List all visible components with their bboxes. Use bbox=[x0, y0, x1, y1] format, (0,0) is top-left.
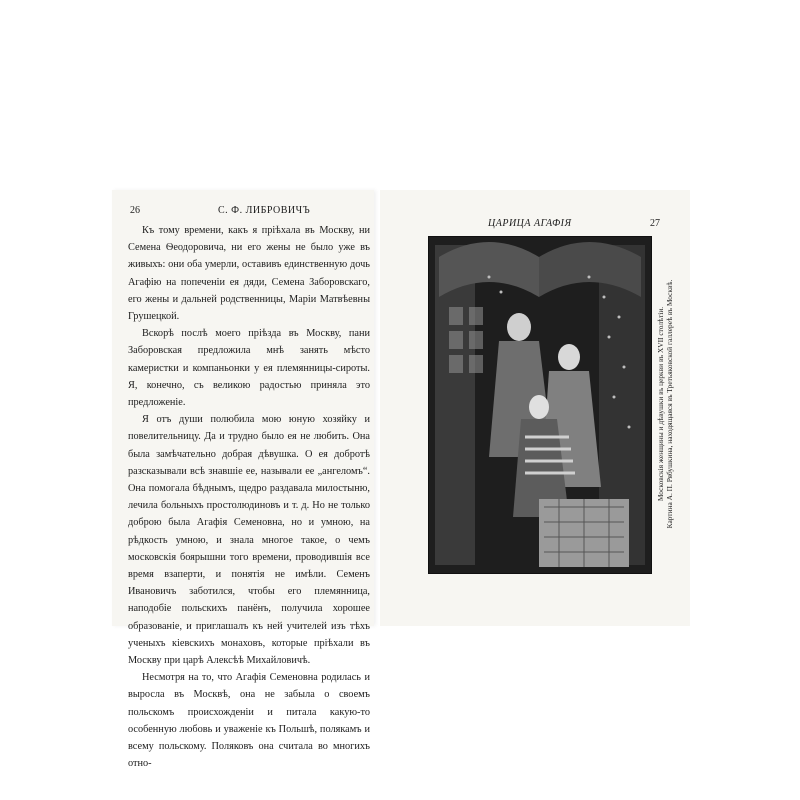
left-page-text bbox=[128, 222, 370, 773]
paragraph: Несмотря на то, что Агафія Семеновна родилась и выросла въ Москвѣ, она не забыла о своемъ польскомъ происхожденіи и питала какую-то особенную любовь и уваженіе къ Польшѣ, полякамъ и всему польскому. Поляковъ она считала во многихъ отно- bbox=[128, 672, 370, 770]
caption-title: Московскія женщины и дѣвушки въ церкви въ XVII столѣтіи. bbox=[656, 306, 665, 502]
illustration-plate bbox=[428, 236, 652, 574]
caption-credit: Картина А. П. Рябушкина, находящаяся въ Третьяковской галлереѣ въ Москвѣ. bbox=[665, 279, 674, 529]
paragraph: Вскорѣ послѣ моего пріѣзда въ Москву, пани Заборовская предложила мнѣ занять мѣсто камеристки и компаньонки у ея племянницы-сироты. Я, конечно, съ великою радостью приняла это предложеніе. bbox=[128, 328, 370, 409]
paragraph: Къ тому времени, какъ я пріѣхала въ Москву, ни Семена Ѳеодоровича, ни его жены не было уже въ живыхъ: они оба умерли, оставивъ единственную дочь Агафію на попеченіи ея дяди, Семена Заборовскаго, его жены и дальней родственницы, Маріи Матвѣевны Грушецкой. bbox=[128, 225, 370, 323]
right-page-number: 27 bbox=[650, 218, 660, 229]
left-running-head: С. Ф. ЛИБРОВИЧЪ bbox=[218, 205, 311, 216]
illustration-caption bbox=[656, 234, 674, 574]
paragraph: Я отъ души полюбила мою юную хозяйку и повелительницу. Да и трудно было ея не любить. Она была замѣчательно добрая дѣвушка. О ея добротѣ разсказывали всѣ знавшіе ее, называли ее „ангеломъ“. Она помогала бѣднымъ, щедро раздавала милостыню, лечила больныхъ простолюдиновъ и т. д. Но не только доброю была Агафія Семеновна, но и умною, на рѣдкость умною, и знала многое такое, о чемъ московскія боярышни того времени, проводившія все время взаперти, и понятія не имѣли. Семенъ Ивановичъ заботился, чтобы его племянница, наподобіе польскихъ панёнъ, получила хорошее образованіе, и приглашалъ къ ней учителей изъ тѣхъ ученыхъ кіевскихъ монаховъ, которые пріѣхали въ Москву при царѣ Алексѣѣ Михайловичѣ. bbox=[128, 414, 370, 667]
church-painting-image bbox=[429, 237, 651, 573]
right-running-head: ЦАРИЦА АГАФІЯ bbox=[488, 218, 572, 229]
left-page-number: 26 bbox=[130, 205, 140, 216]
